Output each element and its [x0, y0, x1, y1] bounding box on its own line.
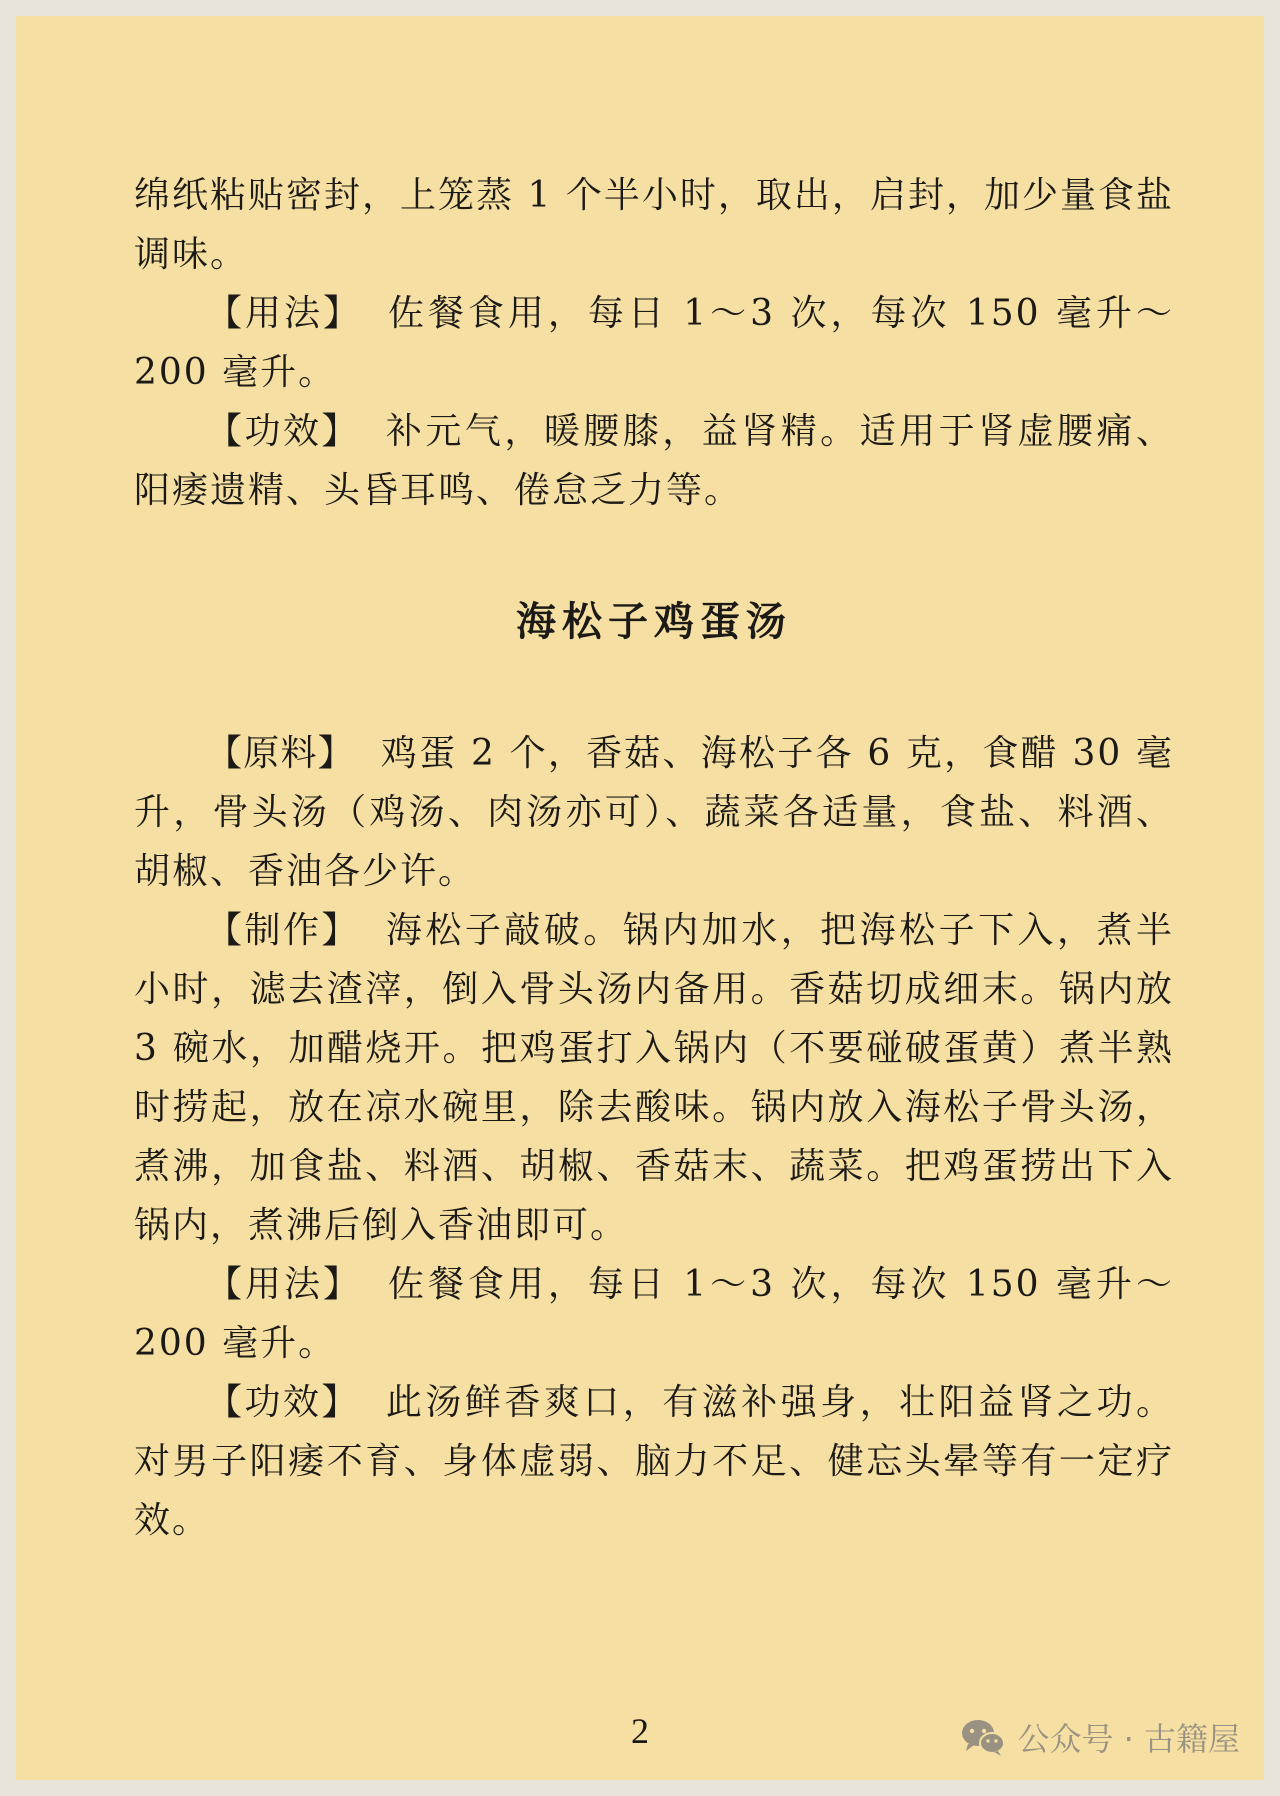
recipe-title: 海松子鸡蛋汤	[516, 598, 792, 645]
effect-text: 此汤鲜香爽口，有滋补强身，壮阳益肾之功。对男子阳痿不育、身体虚弱、脑力不足、健忘头晕等有一定疗效。	[134, 1382, 1174, 1541]
usage-paragraph	[134, 1255, 1174, 1373]
watermark	[959, 1714, 1240, 1760]
continuation-paragraph: 绵纸粘贴密封，上笼蒸 1 个半小时，取出，启封，加少量食盐调味。	[134, 175, 1174, 275]
previous-effect-text: 补元气，暖腰膝，益肾精。适用于肾虚腰痛、阳痿遗精、头昏耳鸣、倦怠乏力等。	[134, 411, 1174, 511]
previous-usage-paragraph	[134, 284, 1174, 402]
page-content	[134, 166, 1174, 1550]
effect-label: 【功效】	[206, 1382, 360, 1423]
effect-paragraph	[134, 1373, 1174, 1550]
watermark-text: 公众号 · 古籍屋	[1017, 1720, 1240, 1758]
previous-usage-text: 佐餐食用，每日 1～3 次，每次 150 毫升～200 毫升。	[134, 293, 1174, 393]
preparation-text: 海松子敲破。锅内加水，把海松子下入，煮半小时，滤去渣滓，倒入骨头汤内备用。香菇切成细末。锅内放 3 碗水，加醋烧开。把鸡蛋打入锅内（不要碰破蛋黄）煮半熟时捞起，放在凉水碗里，除去酸味。锅内放入海松子骨头汤，煮沸，加食盐、料酒、胡椒、香菇末、蔬菜。把鸡蛋捞出下入锅内，煮沸后倒入香油即可。	[134, 910, 1174, 1246]
page-number: 2	[631, 1711, 649, 1751]
previous-effect-label: 【功效】	[206, 411, 360, 452]
usage-text: 佐餐食用，每日 1～3 次，每次 150 毫升～200 毫升。	[134, 1264, 1174, 1364]
usage-label: 【用法】	[206, 1264, 362, 1305]
ingredients-text: 鸡蛋 2 个，香菇、海松子各 6 克，食醋 30 毫升，骨头汤（鸡汤、肉汤亦可）、蔬菜各适量，食盐、料酒、胡椒、香油各少许。	[134, 733, 1174, 892]
book-page	[16, 16, 1264, 1780]
preparation-paragraph	[134, 901, 1174, 1255]
preparation-label: 【制作】	[206, 910, 360, 951]
ingredients-label: 【原料】	[206, 733, 355, 774]
wechat-icon	[959, 1717, 1007, 1757]
ingredients-paragraph	[134, 724, 1174, 901]
previous-effect-paragraph	[134, 402, 1174, 520]
previous-usage-label: 【用法】	[206, 293, 362, 334]
